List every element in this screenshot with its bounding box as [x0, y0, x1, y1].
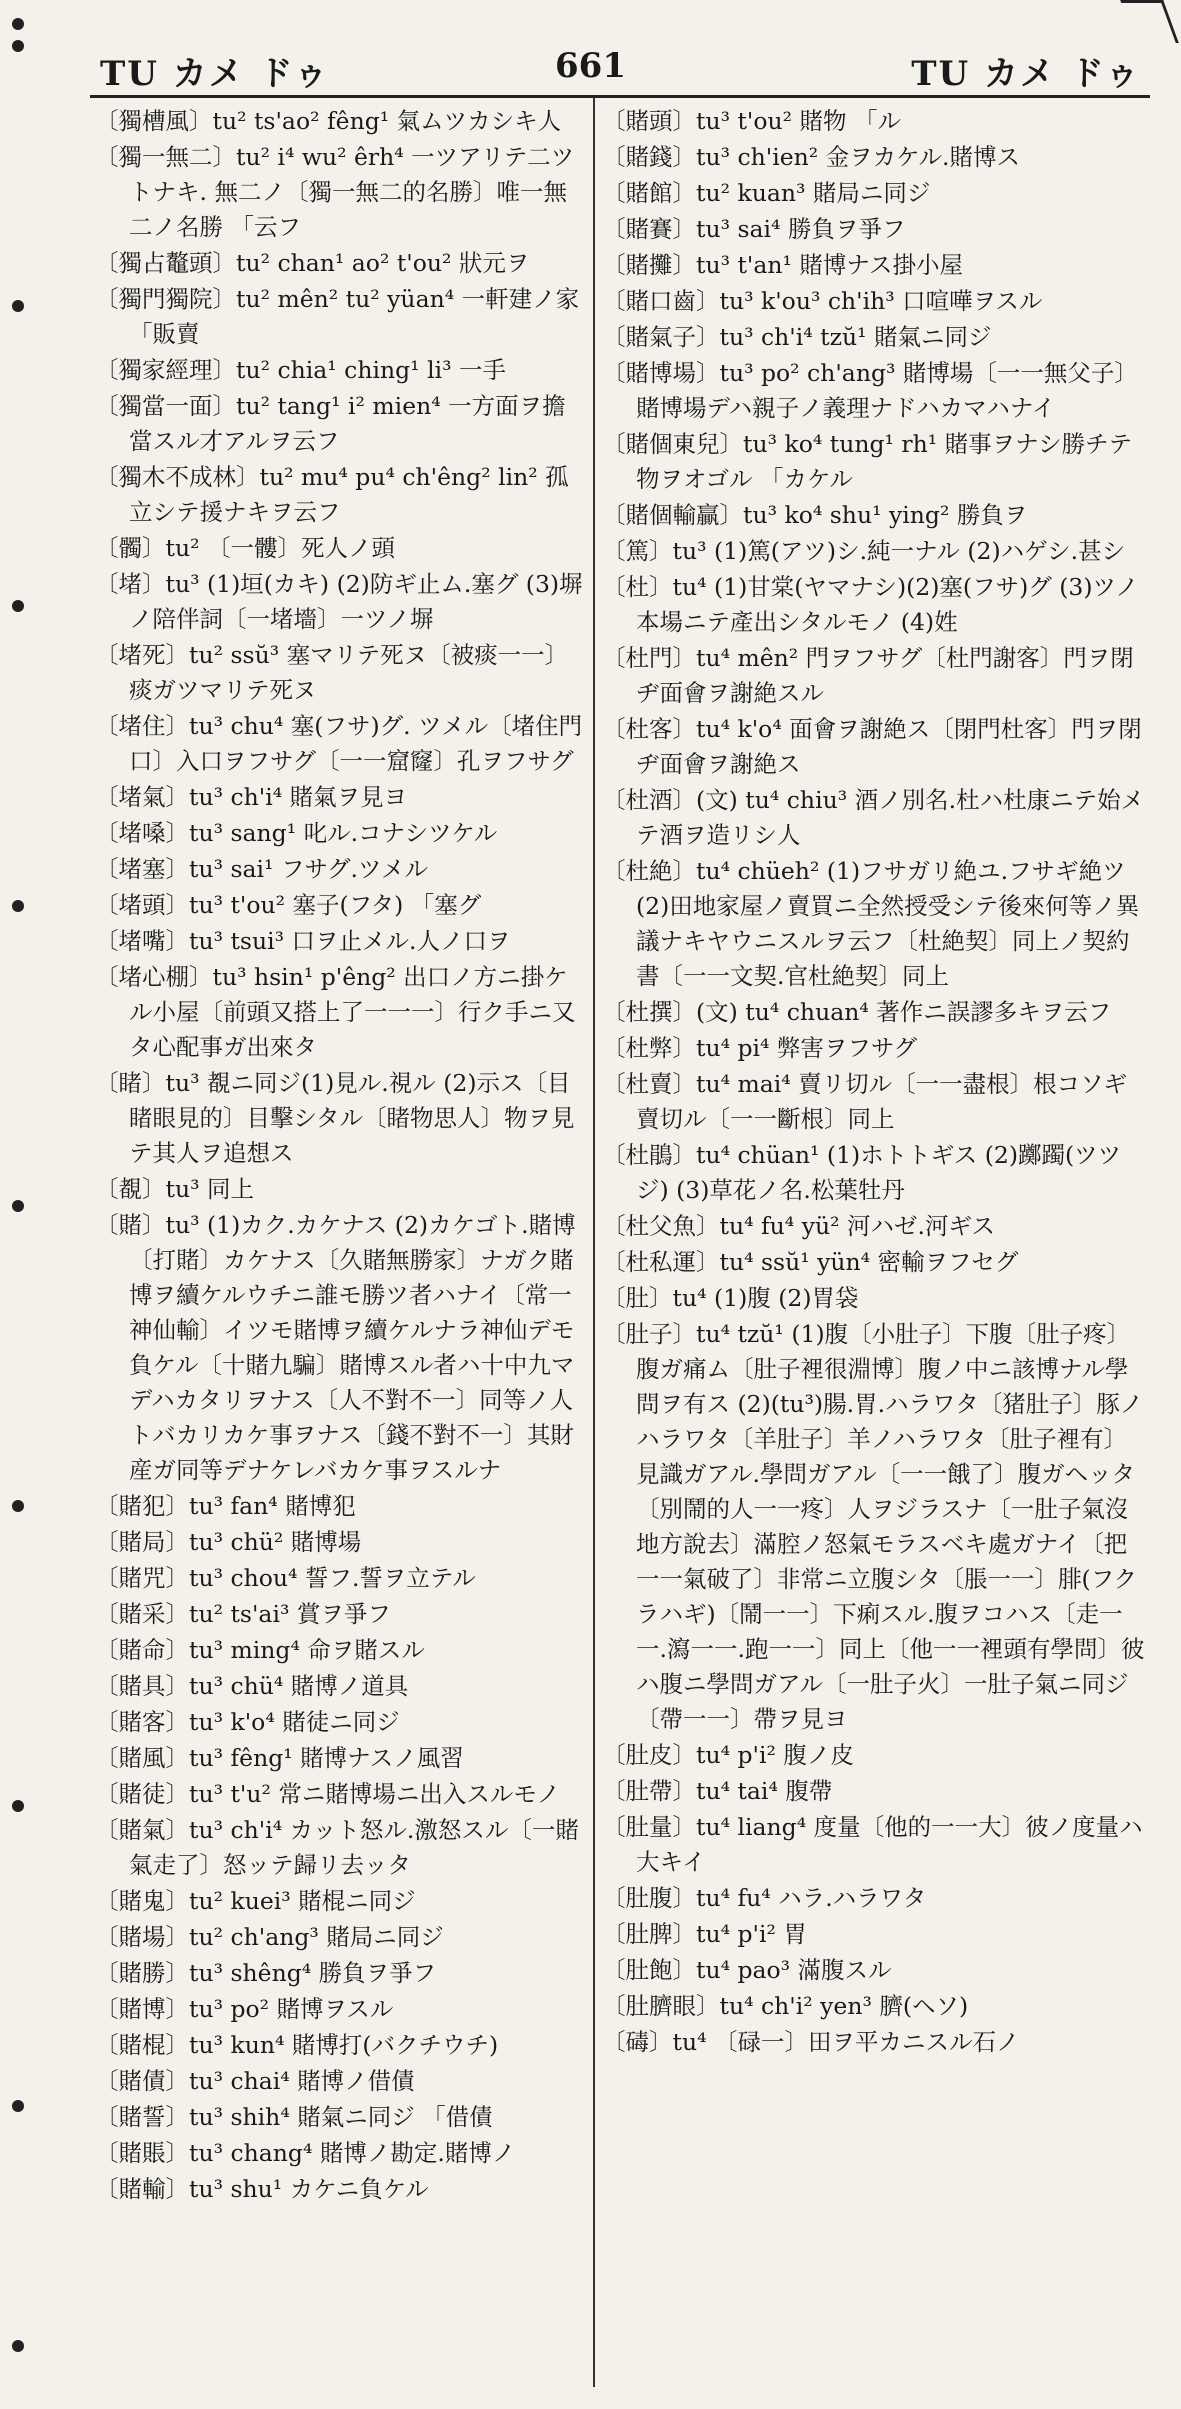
dictionary-entry: 〔碡〕tu⁴ 〔碌一〕田ヲ平カニスル石ノ: [602, 2028, 1020, 2056]
dictionary-entry: 〔賭客〕tu³ k'o⁴ 賭徒ニ同ジ: [95, 1708, 400, 1736]
dictionary-entry: 〔杜酒〕(文) tu⁴ chiu³ 酒ノ別名.杜ハ杜康ニテ始メテ酒ヲ造リシ人: [602, 786, 1145, 849]
dictionary-entry: 〔賭口齒〕tu³ k'ou³ ch'ih³ 口喧嘩ヲスル: [602, 287, 1043, 315]
dictionary-entry: 〔獨槽風〕tu² ts'ao² fêng¹ 氣ムツカシキ人: [95, 107, 562, 135]
page-number: 661: [555, 46, 626, 86]
dictionary-entry: 〔賭局〕tu³ chü² 賭博場: [95, 1528, 362, 1556]
dictionary-entry: 〔賭輸〕tu³ shu¹ カケニ負ケル: [95, 2175, 429, 2203]
dictionary-entry: 〔賭咒〕tu³ chou⁴ 誓フ.誓ヲ立テル: [95, 1564, 476, 1592]
dictionary-entry: 〔杜門〕tu⁴ mên² 門ヲフサグ〔杜門謝客〕門ヲ閉ヂ面會ヲ謝絶スル: [602, 644, 1134, 707]
dictionary-entry: 〔堵嗓〕tu³ sang¹ 叱ル.コナシツケル: [95, 819, 498, 847]
dictionary-entry: 〔賭博場〕tu³ po² ch'ang³ 賭博場〔一一無父子〕賭博場デハ親子ノ義理ナドハカマハナイ: [602, 359, 1138, 422]
dictionary-entry: 〔賭頭〕tu³ t'ou² 賭物 「ル: [602, 107, 902, 135]
running-head-left: TU カメ ドゥ: [100, 54, 330, 94]
dictionary-entry: 〔堵〕tu³ (1)垣(カキ) (2)防ギ止ム.塞グ (3)塀ノ陪伴詞〔一堵墻〕一ツノ塀: [95, 570, 583, 633]
dictionary-entry: 〔賭誓〕tu³ shih⁴ 賭氣ニ同ジ 「借債: [95, 2103, 493, 2131]
dictionary-entry: 〔堵住〕tu³ chu⁴ 塞(フサ)グ. ツメル〔堵住門口〕入口ヲフサグ〔一一窟窿〕孔ヲフサグ: [95, 712, 583, 775]
dictionary-entry: 〔杜弊〕tu⁴ pi⁴ 弊害ヲフサグ: [602, 1034, 917, 1062]
dictionary-entry: 〔獨當一面〕tu² tang¹ i² mien⁴ 一方面ヲ擔當スル才アルヲ云フ: [95, 392, 566, 455]
column-divider: [593, 97, 595, 2387]
dictionary-entry: 〔獨木不成林〕tu² mu⁴ pu⁴ ch'êng² lin² 孤立シテ援ナキヲ云フ: [95, 463, 569, 526]
dictionary-entry: 〔賭采〕tu² ts'ai³ 賞ヲ爭フ: [95, 1600, 391, 1628]
dictionary-entry: 〔賭棍〕tu³ kun⁴ 賭博打(バクチウチ): [95, 2031, 499, 2059]
dictionary-entry: 〔堵嘴〕tu³ tsui³ 口ヲ止メル.人ノ口ヲ: [95, 927, 511, 955]
dictionary-entry: 〔髑〕tu² 〔一髏〕死人ノ頭: [95, 534, 395, 562]
dictionary-entry: 〔賭徒〕tu³ t'u² 常ニ賭博場ニ出入スルモノ: [95, 1780, 561, 1808]
dictionary-entry: 〔杜鵑〕tu⁴ chüan¹ (1)ホトトギス (2)躑躅(ツツジ) (3)草花ノ名.松葉牡丹: [602, 1141, 1122, 1204]
dictionary-entry: 〔肚量〕tu⁴ liang⁴ 度量〔他的一一大〕彼ノ度量ハ大キイ: [602, 1813, 1143, 1876]
dictionary-entry: 〔賭債〕tu³ chai⁴ 賭博ノ借債: [95, 2067, 415, 2095]
running-head-right: TU カメ ドゥ: [911, 54, 1141, 94]
punch-mark: [12, 1200, 24, 1212]
dictionary-entry: 〔賭攤〕tu³ t'an¹ 賭博ナス掛小屋: [602, 251, 963, 279]
dictionary-entry: 〔堵塞〕tu³ sai¹ フサグ.ツメル: [95, 855, 429, 883]
dictionary-entry: 〔杜〕tu⁴ (1)甘棠(ヤマナシ)(2)塞(フサ)グ (3)ツノ本場ニテ產出シタルモノ (4)姓: [602, 573, 1139, 636]
dictionary-entry: 〔獨占鼇頭〕tu² chan¹ ao² t'ou² 狀元ヲ: [95, 249, 530, 277]
dictionary-entry: 〔賭犯〕tu³ fan⁴ 賭博犯: [95, 1492, 356, 1520]
dictionary-entry: 〔堵頭〕tu³ t'ou² 塞子(フタ) 「塞グ: [95, 891, 482, 919]
dictionary-entry: 〔賭賬〕tu³ chang⁴ 賭博ノ勘定.賭博ノ: [95, 2139, 516, 2167]
punch-mark: [12, 1500, 24, 1512]
dictionary-entry: 〔賭命〕tu³ ming⁴ 命ヲ賭スル: [95, 1636, 425, 1664]
dictionary-entry: 〔堵心棚〕tu³ hsin¹ p'êng² 出口ノ方ニ掛ケル小屋〔前頭又搭上了一一一〕行ク手ニ又タ心配事ガ出來タ: [95, 963, 576, 1061]
page-header: [0, 30, 1181, 94]
dictionary-entry: 〔肚脾〕tu⁴ p'i² 胃: [602, 1920, 807, 1948]
dictionary-entry: 〔獨家經理〕tu² chia¹ ching¹ li³ 一手: [95, 356, 506, 384]
dictionary-entry: 〔篤〕tu³ (1)篤(アツ)シ.純一ナル (2)ハゲシ.甚シ: [602, 537, 1126, 565]
punch-mark: [12, 1800, 24, 1812]
dictionary-entry: 〔睹〕tu³ 覩ニ同ジ(1)見ル.視ル (2)示ス〔目睹眼見的〕目擊シタル〔睹物思人〕物ヲ見テ其人ヲ追想ス: [95, 1069, 575, 1167]
dictionary-entry: 〔杜父魚〕tu⁴ fu⁴ yü² 河ハゼ.河ギス: [602, 1212, 995, 1240]
dictionary-entry: 〔堵死〕tu² ssŭ³ 塞マリテ死ヌ〔被痰一一〕痰ガツマリテ死ヌ: [95, 641, 569, 704]
dictionary-entry: 〔肚子〕tu⁴ tzŭ¹ (1)腹〔小肚子〕下腹〔肚子疼〕腹ガ痛ム〔肚子裡很淵博〕腹ノ中ニ該博ナル學問ヲ有ス (2)(tu³)腸.胃.ハラワタ〔猪肚子〕豚ノハラワタ〔羊肚子〕羊ノハラワタ〔肚子裡有〕見識ガアル.學問ガアル〔一一餓了〕腹ガヘッタ〔別鬧的人一一疼〕人ヲジラスナ〔一肚子氣沒地方說去〕滿腔ノ怒氣モラスベキ處ガナイ〔把一一氣破了〕非常ニ立腹シタ〔脹一一〕腓(フクラハギ)〔鬧一一〕下痢スル.腹ヲコハス〔走一一.瀉一一.跑一一〕同上〔他一一裡頭有學問〕彼ハ腹ニ學問ガアル〔一肚子火〕一肚子氣ニ同ジ〔帶一一〕帶ヲ見ヨ: [602, 1320, 1145, 1733]
dictionary-entry: 〔賭氣〕tu³ ch'i⁴ カット怒ル.激怒スル〔一賭氣走了〕怒ッテ歸リ去ッタ: [95, 1816, 579, 1879]
dictionary-entry: 〔堵氣〕tu³ ch'i⁴ 賭氣ヲ見ヨ: [95, 783, 408, 811]
punch-mark: [12, 600, 24, 612]
dictionary-entry: 〔獨一無二〕tu² i⁴ wu² êrh⁴ 一ツアリテ二ツトナキ. 無二ノ〔獨一無二的名勝〕唯一無二ノ名勝 「云フ: [95, 143, 575, 241]
dictionary-entry: 〔杜賣〕tu⁴ mai⁴ 賣リ切ル〔一一盡根〕根コソギ賣切ル〔一一斷根〕同上: [602, 1070, 1128, 1133]
punch-mark: [12, 18, 24, 30]
dictionary-entry: 〔賭個東兒〕tu³ ko⁴ tung¹ rh¹ 賭事ヲナシ勝チテ物ヲオゴル 「カケル: [602, 430, 1133, 493]
dictionary-entry: 〔肚皮〕tu⁴ p'i² 腹ノ皮: [602, 1741, 854, 1769]
dictionary-entry: 〔賭場〕tu² ch'ang³ 賭局ニ同ジ: [95, 1923, 444, 1951]
dictionary-entry: 〔肚〕tu⁴ (1)腹 (2)胃袋: [602, 1284, 859, 1312]
dictionary-entry: 〔賭〕tu³ (1)カク.カケナス (2)カケゴト.賭博〔打賭〕カケナス〔久賭無勝家〕ナガク賭博ヲ續ケルウチニ誰モ勝ツ者ハナイ〔常一神仙輸〕イツモ賭博ヲ續ケルナラ神仙デモ負ケル〔十賭九騙〕賭博スル者ハ十中九マデハカタリヲナス〔人不對不一〕同等ノ人トバカリカケ事ヲナス〔錢不對不一〕其財産ガ同等デナケレバカケ事ヲスルナ: [95, 1211, 576, 1484]
dictionary-entry: 〔賭勝〕tu³ shêng⁴ 勝負ヲ爭フ: [95, 1959, 437, 1987]
left-margin-punch-marks: [0, 0, 40, 2409]
dictionary-entry: 〔杜私運〕tu⁴ ssŭ¹ yün⁴ 密輸ヲフセグ: [602, 1248, 1019, 1276]
dictionary-entry: 〔獨門獨院〕tu² mên² tu² yüan⁴ 一軒建ノ家 「販賣: [95, 285, 580, 348]
left-column: [95, 104, 585, 2208]
dictionary-entry: 〔賭氣子〕tu³ ch'i⁴ tzŭ¹ 賭氣ニ同ジ: [602, 323, 992, 351]
punch-mark: [12, 2100, 24, 2112]
punch-mark: [12, 300, 24, 312]
dictionary-entry: 〔賭錢〕tu³ ch'ien² 金ヲカケル.賭博ス: [602, 143, 1020, 171]
dictionary-entry: 〔肚腹〕tu⁴ fu⁴ ハラ.ハラワタ: [602, 1884, 927, 1912]
header-rule: [90, 95, 1150, 98]
dictionary-entry: 〔賭博〕tu³ po² 賭博ヲスル: [95, 1995, 394, 2023]
punch-mark: [12, 2340, 24, 2352]
right-column: [602, 104, 1150, 2061]
dictionary-entry: 〔肚飽〕tu⁴ pao³ 滿腹スル: [602, 1956, 892, 1984]
dictionary-entry: 〔賭賽〕tu³ sai⁴ 勝負ヲ爭フ: [602, 215, 906, 243]
dictionary-entry: 〔杜客〕tu⁴ k'o⁴ 面會ヲ謝絶ス〔閉門杜客〕門ヲ閉ヂ面會ヲ謝絶ス: [602, 715, 1142, 778]
dictionary-entry: 〔杜撰〕(文) tu⁴ chuan⁴ 著作ニ誤謬多キヲ云フ: [602, 998, 1112, 1026]
dictionary-entry: 〔賭個輸贏〕tu³ ko⁴ shu¹ ying² 勝負ヲ: [602, 501, 1028, 529]
dictionary-entry: 〔賭具〕tu³ chü⁴ 賭博ノ道具: [95, 1672, 409, 1700]
dictionary-entry: 〔賭鬼〕tu² kuei³ 賭棍ニ同ジ: [95, 1887, 416, 1915]
dictionary-entry: 〔肚帶〕tu⁴ tai⁴ 腹帶: [602, 1777, 833, 1805]
punch-mark: [12, 900, 24, 912]
dictionary-entry: 〔賭館〕tu² kuan³ 賭局ニ同ジ: [602, 179, 931, 207]
dictionary-entry: 〔肚臍眼〕tu⁴ ch'i² yen³ 臍(ヘソ): [602, 1992, 969, 2020]
dictionary-entry: 〔覩〕tu³ 同上: [95, 1175, 254, 1203]
dictionary-entry: 〔賭風〕tu³ fêng¹ 賭博ナスノ風習: [95, 1744, 464, 1772]
dictionary-entry: 〔杜絶〕tu⁴ chüeh² (1)フサガリ絶ユ.フサギ絶ツ (2)田地家屋ノ賣買ニ全然授受シテ後來何等ノ異議ナキヤウニスルヲ云フ〔杜絶契〕同上ノ契約書〔一一文契.官杜絶契〕同上: [602, 857, 1140, 990]
